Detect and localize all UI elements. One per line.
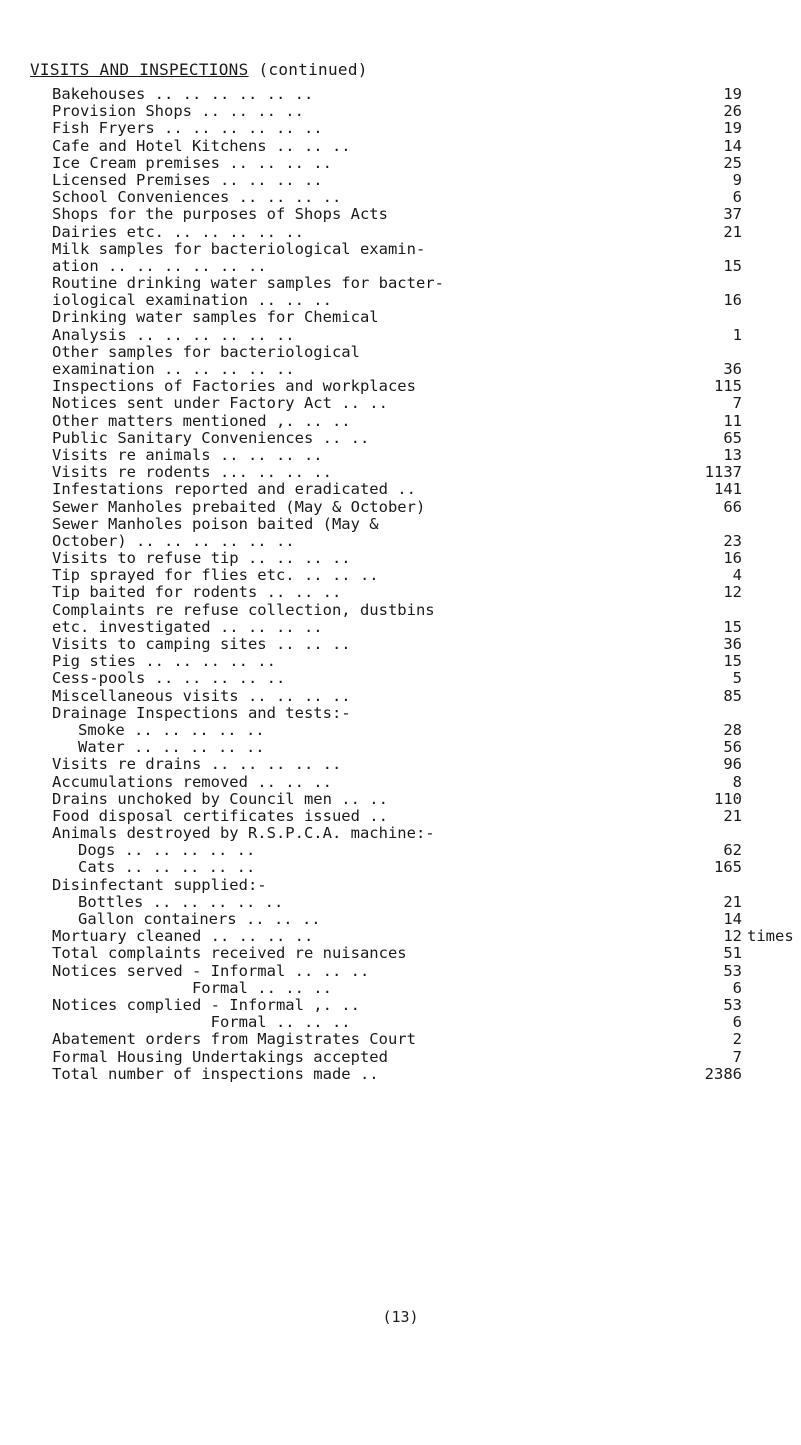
item-label: Mortuary cleaned .. .. .. .. <box>52 927 314 946</box>
list-item <box>52 894 742 911</box>
item-label: Public Sanitary Conveniences .. .. <box>52 428 370 447</box>
item-label: Ice Cream premises .. .. .. .. <box>52 153 332 172</box>
list-item <box>52 1014 742 1031</box>
list-item <box>52 653 742 670</box>
item-count: 51 <box>723 944 742 963</box>
item-count: 15 <box>723 617 742 636</box>
list-item <box>52 670 742 687</box>
list-item <box>52 1049 742 1066</box>
item-label: Visits to camping sites .. .. .. <box>52 635 351 653</box>
item-count: 5 <box>732 669 742 688</box>
item-label: Cafe and Hotel Kitchens .. .. .. <box>52 136 351 155</box>
item-label: Notices sent under Factory Act .. .. <box>52 394 388 413</box>
item-label: Abatement orders from Magistrates Court <box>52 1030 416 1049</box>
list-item <box>52 636 742 653</box>
item-label: Accumulations removed .. .. .. <box>52 772 332 791</box>
item-label: Shops for the purposes of Shops Acts <box>52 205 388 224</box>
list-item <box>52 808 742 825</box>
item-count: 16 <box>723 549 742 568</box>
list-item <box>52 516 742 533</box>
list-item <box>52 138 742 155</box>
item-label: School Conveniences .. .. .. .. <box>52 188 342 207</box>
item-label: Animals destroyed by R.S.P.C.A. machine:- <box>52 824 435 843</box>
item-count: 21 <box>723 222 742 241</box>
item-label: iological examination .. .. .. <box>52 291 332 310</box>
item-label: Drinking water samples for Chemical <box>52 308 379 327</box>
list-item <box>52 499 742 516</box>
item-count: 62 <box>723 841 742 860</box>
list-item <box>52 550 742 567</box>
item-count: 2386 <box>704 1064 742 1083</box>
item-count: 6 <box>732 1013 742 1032</box>
list-item <box>52 430 742 447</box>
item-count: 21 <box>723 892 742 911</box>
item-count: 13 <box>723 445 742 464</box>
item-count: 56 <box>723 738 742 757</box>
item-count: 23 <box>723 531 742 550</box>
list-item <box>52 584 742 601</box>
item-label: Sewer Manholes prebaited (May & October) <box>52 497 426 516</box>
list-item <box>52 859 742 876</box>
list-item <box>52 447 742 464</box>
item-count: 36 <box>723 635 742 653</box>
list-item <box>52 464 742 481</box>
item-count: 16 <box>723 291 742 310</box>
item-label: Notices complied - Informal ,. .. <box>52 995 360 1014</box>
list-item <box>52 877 742 894</box>
item-label: Total complaints received re nuisances <box>52 944 407 963</box>
list-item <box>52 980 742 997</box>
item-label: Smoke .. .. .. .. .. <box>78 720 265 739</box>
list-item <box>52 825 742 842</box>
item-label: Sewer Manholes poison baited (May & <box>52 514 379 533</box>
list-item <box>52 688 742 705</box>
list-item <box>52 842 742 859</box>
item-count: 12 <box>723 927 742 946</box>
item-label: Formal .. .. .. <box>52 1013 351 1032</box>
item-label: examination .. .. .. .. .. <box>52 360 295 378</box>
heading-continued: (continued) <box>248 60 368 79</box>
list-item <box>52 155 742 172</box>
item-count: 19 <box>723 85 742 103</box>
item-count: 21 <box>723 806 742 825</box>
item-count: 15 <box>723 256 742 275</box>
item-count: 4 <box>732 566 742 585</box>
item-label: Complaints re refuse collection, dustbins <box>52 600 435 619</box>
item-count: 9 <box>732 170 742 189</box>
list-item <box>52 189 742 206</box>
item-count: 66 <box>723 497 742 516</box>
list-item <box>52 258 742 275</box>
item-label: Drains unchoked by Council men .. .. <box>52 789 388 808</box>
item-label: Visits re drains .. .. .. .. .. <box>52 755 342 774</box>
item-count: 37 <box>723 205 742 224</box>
list-item <box>52 292 742 309</box>
item-count: 28 <box>723 720 742 739</box>
item-count: 115 <box>714 377 742 396</box>
heading-title: VISITS AND INSPECTIONS <box>30 60 249 79</box>
item-count: 6 <box>732 978 742 997</box>
item-count: 1 <box>732 325 742 344</box>
list-item <box>52 567 742 584</box>
item-label: Inspections of Factories and workplaces <box>52 377 416 396</box>
item-label: Other matters mentioned ,. .. .. <box>52 411 351 430</box>
item-label: Gallon containers .. .. .. <box>78 910 321 928</box>
list-item <box>52 774 742 791</box>
item-label: Fish Fryers .. .. .. .. .. .. <box>52 119 323 138</box>
inspection-list <box>52 85 794 1083</box>
list-item <box>52 275 742 292</box>
item-label: Dairies etc. .. .. .. .. .. <box>52 222 304 241</box>
list-item <box>52 241 742 258</box>
list-item <box>52 791 742 808</box>
item-label: Formal .. .. .. <box>52 978 332 997</box>
item-label: Food disposal certificates issued .. <box>52 806 388 825</box>
item-count: 7 <box>732 1047 742 1066</box>
list-item <box>52 927 794 946</box>
list-item <box>52 413 742 430</box>
list-item <box>52 602 742 619</box>
item-count: 15 <box>723 652 742 671</box>
item-count: 14 <box>723 136 742 155</box>
item-label: Milk samples for bacteriological examin- <box>52 239 426 258</box>
item-count: 14 <box>723 910 742 928</box>
item-label: Dogs .. .. .. .. .. <box>78 841 256 860</box>
item-count: 7 <box>732 394 742 413</box>
list-item <box>52 963 742 980</box>
item-label: Cess-pools .. .. .. .. .. <box>52 669 286 688</box>
item-count: 6 <box>732 188 742 207</box>
item-label: Water .. .. .. .. .. <box>78 738 265 757</box>
item-count: 19 <box>723 119 742 138</box>
item-label: Visits re rodents ... .. .. .. <box>52 463 332 482</box>
item-label: Infestations reported and eradicated .. <box>52 480 416 499</box>
item-count: 8 <box>732 772 742 791</box>
item-label: Visits to refuse tip .. .. .. .. <box>52 549 351 568</box>
item-label: Provision Shops .. .. .. .. <box>52 102 304 121</box>
item-count: 36 <box>723 360 742 378</box>
list-item <box>52 756 742 773</box>
item-label: October) .. .. .. .. .. .. <box>52 531 295 550</box>
list-item <box>52 945 742 962</box>
list-item <box>52 103 742 120</box>
list-item <box>52 378 742 395</box>
list-item <box>52 911 742 928</box>
item-label: Analysis .. .. .. .. .. .. <box>52 325 295 344</box>
list-item <box>52 327 742 344</box>
item-label: Routine drinking water samples for bacter- <box>52 274 444 293</box>
list-item <box>52 1031 742 1048</box>
item-label: Formal Housing Undertakings accepted <box>52 1047 388 1066</box>
list-item <box>52 86 742 103</box>
list-item <box>52 722 742 739</box>
item-label: Licensed Premises .. .. .. .. <box>52 170 323 189</box>
item-label: ation .. .. .. .. .. .. <box>52 256 267 275</box>
item-count: 65 <box>723 428 742 447</box>
item-count: 11 <box>723 411 742 430</box>
list-item <box>52 361 742 378</box>
list-item <box>52 309 742 326</box>
item-label: Tip baited for rodents .. .. .. <box>52 583 342 602</box>
item-unit: times <box>747 927 794 946</box>
item-count: 165 <box>714 858 742 877</box>
item-label: Cats .. .. .. .. .. <box>78 858 256 877</box>
item-count: 53 <box>723 961 742 980</box>
item-label: Total number of inspections made .. <box>52 1064 379 1083</box>
item-count: 2 <box>732 1030 742 1049</box>
list-item <box>52 705 742 722</box>
list-item <box>52 224 742 241</box>
item-label: Disinfectant supplied:- <box>52 875 267 894</box>
item-label: Drainage Inspections and tests:- <box>52 703 351 722</box>
list-item <box>52 344 742 361</box>
item-label: Miscellaneous visits .. .. .. .. <box>52 686 351 705</box>
item-label: Other samples for bacteriological <box>52 342 360 361</box>
item-label: Visits re animals .. .. .. .. <box>52 445 323 464</box>
list-item <box>52 172 742 189</box>
list-item <box>52 206 742 223</box>
page-number: (13) <box>382 1308 419 1326</box>
item-count: 53 <box>723 995 742 1014</box>
item-count: 96 <box>723 755 742 774</box>
list-item <box>52 739 742 756</box>
item-label: Tip sprayed for flies etc. .. .. .. <box>52 566 379 585</box>
item-count: 12 <box>723 583 742 602</box>
list-item <box>52 619 742 636</box>
list-item <box>52 120 742 137</box>
item-label: etc. investigated .. .. .. .. <box>52 617 323 636</box>
item-count: 141 <box>714 480 742 499</box>
item-count: 110 <box>714 789 742 808</box>
list-item <box>52 395 742 412</box>
item-label: Pig sties .. .. .. .. .. <box>52 652 276 671</box>
section-heading <box>30 60 368 79</box>
item-count: 25 <box>723 153 742 172</box>
item-label: Notices served - Informal .. .. .. <box>52 961 370 980</box>
list-item <box>52 533 742 550</box>
item-count: 26 <box>723 102 742 121</box>
item-count: 85 <box>723 686 742 705</box>
list-item <box>52 481 742 498</box>
item-label: Bottles .. .. .. .. .. <box>78 892 284 911</box>
item-count: 1137 <box>704 463 742 482</box>
list-item <box>52 997 742 1014</box>
list-item <box>52 1066 742 1083</box>
item-label: Bakehouses .. .. .. .. .. .. <box>52 85 314 103</box>
